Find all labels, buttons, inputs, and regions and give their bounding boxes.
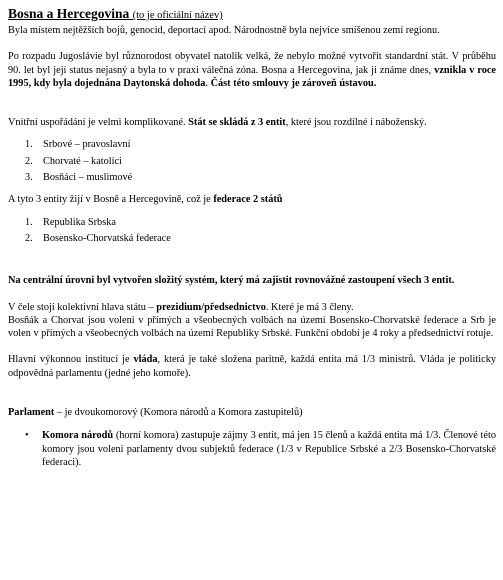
document-title [8,6,496,24]
bold-text: Část této smlouvy je zároveň ústavou. [210,77,377,89]
list-item [25,216,496,229]
states-list [25,216,496,246]
text-span: V čele stojí kolektivní hlava státu – [8,301,157,313]
text-span: . Které je má 3 členy. [265,301,354,313]
paragraph-central-system [8,274,496,287]
bullet-item-chamber-of-nations [8,429,496,469]
text-span: . [205,77,211,89]
spacer [8,380,496,406]
spacer [8,37,496,50]
paragraph-parliament [8,406,496,419]
text-span: – je dvoukomorový (Komora národů a Komora zastupitelů) [54,407,303,419]
spacer [8,340,496,353]
bold-text: vláda [133,354,158,366]
list-number: 1. [25,216,33,228]
entities-list [25,138,496,184]
list-item [25,232,496,245]
spacer [8,419,496,429]
spacer [8,288,496,301]
list-item-text: Republika Srbska [43,216,116,228]
title-main: Bosna a Hercegovina [8,6,130,21]
list-item-text: Bosensko-Chorvatská federace [43,232,171,244]
list-number: 2. [25,155,33,167]
text-span: , které jsou rozdílné i náboženský. [285,117,427,129]
title-note: (to je oficiální název) [132,10,223,21]
spacer [8,248,496,274]
list-number: 3. [25,172,33,184]
paragraph-government [8,353,496,380]
text-span: Po rozpadu Jugoslávie byl různorodost obyvatel natolik velká, že nebylo možné vytvořit standardní stát. V průběhu 90. let byl její status nejasný a byla to v praxi válečná zóna. Bosna a Hercegovina, jak ji známe dnes, [8,51,496,76]
spacer [8,90,496,116]
list-item [25,155,496,168]
list-number: 1. [25,139,33,151]
list-number: 2. [25,232,33,244]
list-item-text: Srbové – pravoslavní [43,139,131,151]
list-item [25,138,496,151]
list-item-text: Chorvaté – katolíci [43,155,122,167]
list-item-text: Bosňáci – muslimové [43,172,133,184]
text-span: (horní komora) zastupuje zájmy 3 entit, má jen 15 členů a každá entita má 1/3. Členové této komory jsou voleni parlamenty dvou subjektů federace (1/3 v Republice Srbské a 2/3 Bosensko-Chorvatské federaci). [42,430,496,468]
paragraph-elections: Bosňák a Chorvat jsou voleni v přímých a všeobecných volbách na území Bosensko-Chorvatské federace a Srb je volen v přímých a všeobecných volbách na území Republiky Srbské. Funkční období je 4 roky a předsednictví rotuje. [8,314,496,340]
text-span: Hlavní výkonnou institucí je [8,354,134,366]
bold-text: Parlament [8,407,55,419]
bold-text: federace 2 států [213,194,283,206]
paragraph-presidency [8,301,496,314]
bold-text: Komora národů [42,430,114,442]
bullet-icon: • [25,430,29,442]
text-span: , která je také složena paritně, každá entita má 1/3 ministrů. Vláda je politicky odpovědná parlamentu (jedné jeho komoře). [8,354,496,379]
paragraph-federation [8,193,496,206]
list-item [25,171,496,184]
spacer [8,129,496,138]
document-page [8,6,496,469]
bold-text: vznikla v roce 1995, kdy byla dojednána Daytonská dohoda [8,64,496,89]
spacer [8,207,496,216]
bold-text: Stát se skládá z 3 entit [188,117,286,129]
bold-text: prezidium/předsednictvo [156,301,266,313]
paragraph-origin [8,50,496,90]
paragraph-structure [8,116,496,129]
text-span: A tyto 3 entity žijí v Bosně a Hercegovině, což je [8,194,214,206]
paragraph-intro: Byla místem nejtěžších bojů, genocid, deportací apod. Národnostně byla nejvíce smíšenou zemí regionu. [8,25,440,36]
bold-text: Na centrální úrovni byl vytvořen složitý systém, který má zajistit rovnovážné zastoupení všech 3 entit. [8,275,455,287]
text-span: Vnitřní uspořádání je velmi komplikované. [8,117,189,129]
